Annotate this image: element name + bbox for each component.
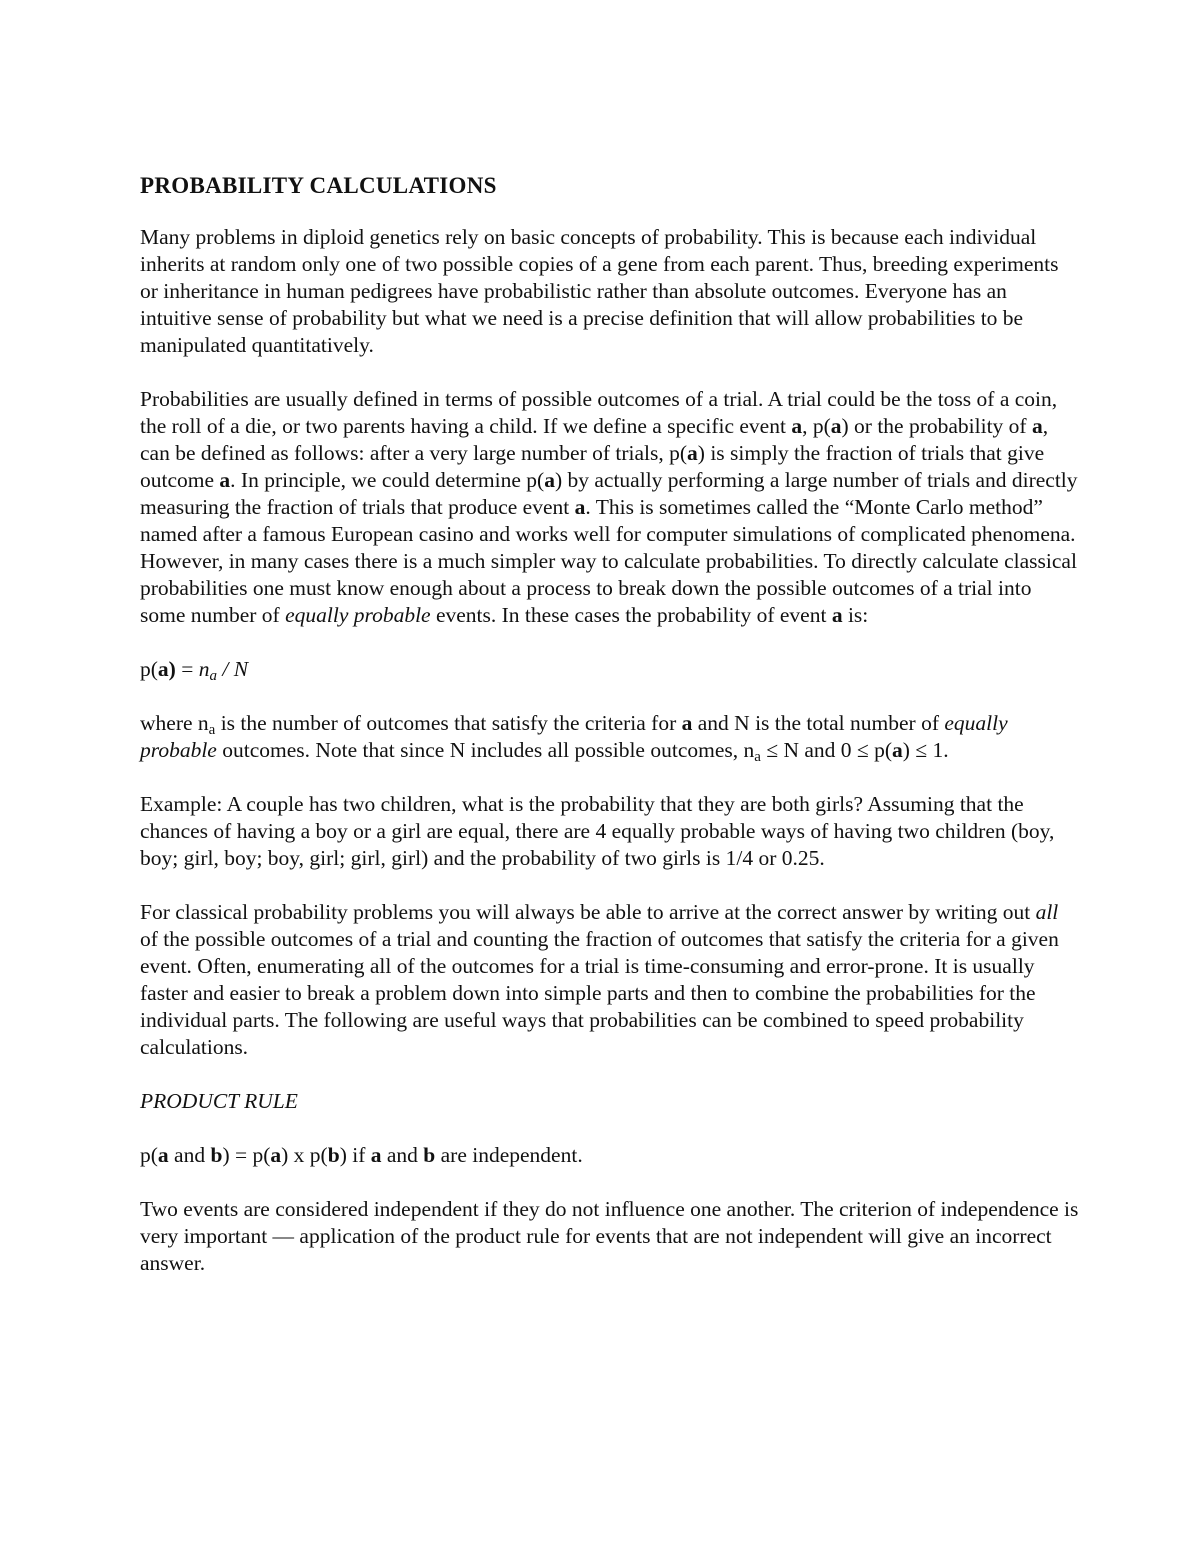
product-rule-formula: p(a and b) = p(a) x p(b) if a and b are independent. xyxy=(140,1143,583,1167)
document-page xyxy=(140,172,1080,1304)
formula-explanation-paragraph: where $n_a$ is the number of outcomes that satisfy the criteria for a and N is the total number of equally probable outcomes. Note that since N includes all possible outcomes, $n_a \le N$ and 0 ≤ p(a) ≤ 1. xyxy=(140,711,1008,765)
intro-paragraph: Many problems in diploid genetics rely on basic concepts of probability. This is because each individual inherits at random only one of two possible copies of a gene from each parent. Thus, breeding experiments or inheritance in human pedigrees have probabilistic rather than absolute outcomes. Everyone has an intuitive sense of probability but what we need is a precise definition that will allow probabilities to be manipulated quantitatively. xyxy=(140,225,1059,357)
classical-probability-paragraph: For classical probability problems you will always be able to arrive at the correct answer by writing out all of the possible outcomes of a trial and counting the fraction of outcomes that satisfy the criteria for a given event. Often, enumerating all of the outcomes for a trial is time-consuming and error-prone. It is usually faster and easier to break a problem down into simple parts and then to combine the probabilities for the individual parts. The following are useful ways that probabilities can be combined to speed probability calculations. xyxy=(140,900,1059,1059)
probability-formula: $p(a) = n_a / N$ xyxy=(140,657,249,684)
section-heading-product-rule: PRODUCT RULE xyxy=(140,1089,298,1113)
example-paragraph: Example: A couple has two children, what is the probability that they are both girls? Assuming that the chances of having a boy or a girl are equal, there are 4 equally probable ways of having two children (boy, boy; girl, boy; boy, girl; girl, girl) and the probability of two girls is 1/4 or 0.25. xyxy=(140,792,1055,870)
definition-paragraph: Probabilities are usually defined in terms of possible outcomes of a trial. A trial could be the toss of a coin, the roll of a die, or two parents having a child. If we define a specific event a, p(a) or the probability of a, can be defined as follows: after a very large number of trials, p(a) is simply the fraction of trials that give outcome a. In principle, we could determine p(a) by actually performing a large number of trials and directly measuring the fraction of trials that produce event a. This is sometimes called the “Monte Carlo method” named after a famous European casino and works well for computer simulations of complicated phenomena. However, in many cases there is a much simpler way to calculate probabilities. To directly calculate classical probabilities one must know enough about a process to break down the possible outcomes of a trial into some number of equally probable events. In these cases the probability of event a is: xyxy=(140,387,1078,627)
document-title: PROBABILITY CALCULATIONS xyxy=(140,173,497,198)
independence-paragraph: Two events are considered independent if they do not influence one another. The criterion of independence is very important — application of the product rule for events that are not independent will give an incorrect answer. xyxy=(140,1197,1079,1275)
